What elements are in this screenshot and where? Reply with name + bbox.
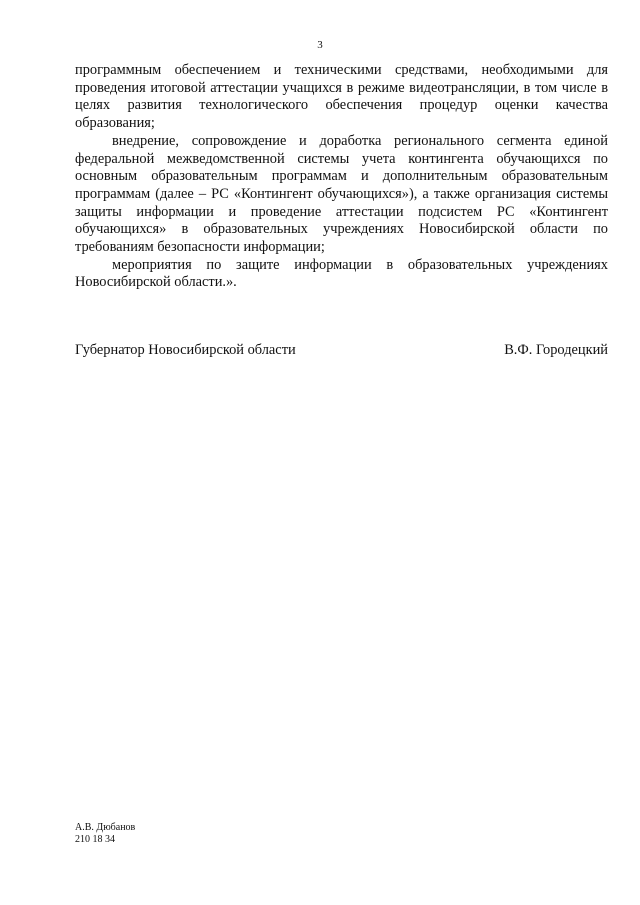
document-body: [75, 62, 608, 292]
signatory-title: Губернатор Новосибирской области: [75, 342, 296, 358]
signatory-name: В.Ф. Городецкий: [504, 342, 608, 358]
signature-block: [75, 341, 608, 361]
paragraph-continuation: программным обеспечением и техническими средствами, необходимыми для проведения итоговой аттестации учащихся в режиме видеотрансляции, в том числе в целях развития технологического обеспечения процедур оценки качества образования;: [75, 62, 608, 132]
page-number: 3: [317, 39, 323, 51]
paragraph-contingent-system: внедрение, сопровождение и доработка регионального сегмента единой федеральной межведомственной системы учета контингента обучающихся по основным образовательным программам и дополнительным образовательным программам (далее – РС «Контингент обучающихся»), а также организация системы защиты информации и проведение аттестации подсистем РС «Контингент обучающихся» в образовательных учреждениях Новосибирской области по требованиям безопасности информации;: [75, 132, 608, 256]
executor-name: А.В. Дюбанов: [75, 822, 136, 833]
paragraph-information-protection: мероприятия по защите информации в образовательных учреждениях Новосибирской области.».: [75, 256, 608, 291]
executor-note: [75, 822, 135, 846]
executor-phone: 210 18 34: [75, 834, 115, 845]
